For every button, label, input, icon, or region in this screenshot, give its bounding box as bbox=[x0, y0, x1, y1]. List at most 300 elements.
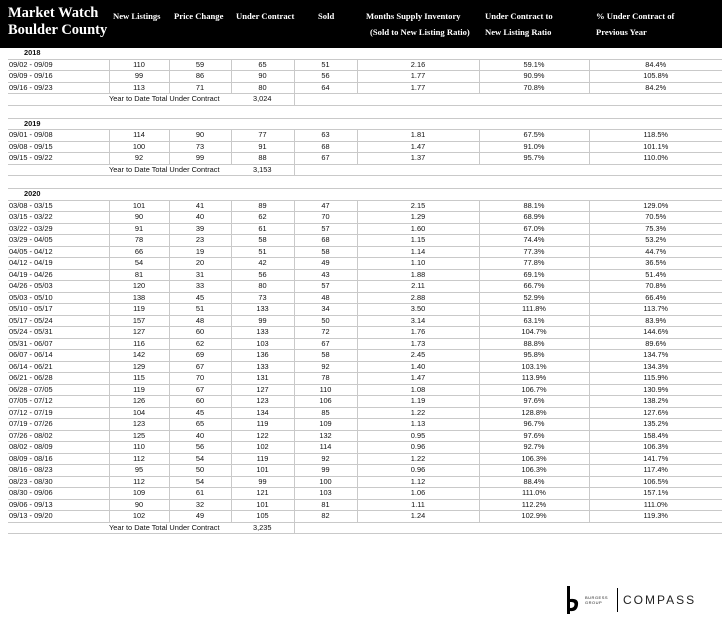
months-supply-cell: 1.77 bbox=[357, 82, 479, 94]
new-listings-cell: 110 bbox=[109, 442, 169, 454]
uc-ratio-cell: 90.9% bbox=[479, 71, 589, 83]
pct-prev-year-cell: 134.7% bbox=[589, 350, 722, 362]
new-listings-cell: 112 bbox=[109, 453, 169, 465]
months-supply-cell: 1.10 bbox=[357, 258, 479, 270]
week-cell: 09/13 - 09/20 bbox=[8, 511, 109, 523]
week-cell: 08/09 - 08/16 bbox=[8, 453, 109, 465]
under-contract-cell: 101 bbox=[231, 465, 294, 477]
week-cell: 05/03 - 05/10 bbox=[8, 292, 109, 304]
col-sold: Sold bbox=[318, 11, 335, 21]
under-contract-cell: 80 bbox=[231, 281, 294, 293]
sold-cell: 92 bbox=[294, 453, 357, 465]
uc-ratio-cell: 66.7% bbox=[479, 281, 589, 293]
pct-prev-year-cell: 105.8% bbox=[589, 71, 722, 83]
under-contract-cell: 91 bbox=[231, 141, 294, 153]
price-change-cell: 45 bbox=[169, 407, 231, 419]
week-cell: 09/16 - 09/23 bbox=[8, 82, 109, 94]
table-body bbox=[8, 48, 722, 534]
under-contract-cell: 88 bbox=[231, 153, 294, 165]
sold-cell: 68 bbox=[294, 141, 357, 153]
pct-prev-year-cell: 119.3% bbox=[589, 511, 722, 523]
under-contract-cell: 42 bbox=[231, 258, 294, 270]
under-contract-cell: 99 bbox=[231, 315, 294, 327]
new-listings-cell: 81 bbox=[109, 269, 169, 281]
spacer-cell bbox=[479, 176, 589, 189]
price-change-cell: 50 bbox=[169, 465, 231, 477]
table-row bbox=[8, 141, 722, 153]
total-value: 3,235 bbox=[231, 522, 294, 534]
week-cell: 09/02 - 09/09 bbox=[8, 59, 109, 71]
under-contract-cell: 62 bbox=[231, 212, 294, 224]
title-line-1: Market Watch bbox=[8, 5, 99, 21]
under-contract-cell: 119 bbox=[231, 419, 294, 431]
months-supply-cell: 0.95 bbox=[357, 430, 479, 442]
under-contract-cell: 105 bbox=[231, 511, 294, 523]
uc-ratio-cell: 97.6% bbox=[479, 396, 589, 408]
week-cell: 09/09 - 09/16 bbox=[8, 71, 109, 83]
months-supply-cell: 3.14 bbox=[357, 315, 479, 327]
table-row bbox=[8, 511, 722, 523]
table-row bbox=[8, 292, 722, 304]
price-change-cell: 49 bbox=[169, 511, 231, 523]
pct-prev-year-cell: 66.4% bbox=[589, 292, 722, 304]
burgess-group-text bbox=[585, 595, 608, 605]
week-cell: 08/02 - 08/09 bbox=[8, 442, 109, 454]
price-change-cell: 59 bbox=[169, 59, 231, 71]
under-contract-cell: 58 bbox=[231, 235, 294, 247]
sold-cell: 57 bbox=[294, 223, 357, 235]
col-pct-prev-year: % Under Contract of bbox=[596, 11, 675, 21]
new-listings-cell: 110 bbox=[109, 59, 169, 71]
sold-cell: 70 bbox=[294, 212, 357, 224]
table-row bbox=[8, 304, 722, 316]
empty-cell bbox=[231, 189, 294, 201]
week-cell: 07/12 - 07/19 bbox=[8, 407, 109, 419]
new-listings-cell: 91 bbox=[109, 223, 169, 235]
new-listings-cell: 101 bbox=[109, 200, 169, 212]
sold-cell: 85 bbox=[294, 407, 357, 419]
new-listings-cell: 138 bbox=[109, 292, 169, 304]
uc-ratio-cell: 88.4% bbox=[479, 476, 589, 488]
sold-cell: 57 bbox=[294, 281, 357, 293]
burgess-b-icon bbox=[564, 585, 580, 615]
sold-cell: 49 bbox=[294, 258, 357, 270]
table-row bbox=[8, 315, 722, 327]
total-label: Year to Date Total Under Contract bbox=[109, 94, 231, 106]
compass-logo-text: COMPASS bbox=[623, 593, 697, 607]
price-change-cell: 19 bbox=[169, 246, 231, 258]
pct-prev-year-cell: 53.2% bbox=[589, 235, 722, 247]
under-contract-cell: 80 bbox=[231, 82, 294, 94]
pct-prev-year-cell: 110.0% bbox=[589, 153, 722, 165]
price-change-cell: 90 bbox=[169, 130, 231, 142]
under-contract-cell: 51 bbox=[231, 246, 294, 258]
uc-ratio-cell: 77.8% bbox=[479, 258, 589, 270]
price-change-cell: 67 bbox=[169, 361, 231, 373]
months-supply-cell: 1.81 bbox=[357, 130, 479, 142]
uc-ratio-cell: 102.9% bbox=[479, 511, 589, 523]
months-supply-cell: 1.37 bbox=[357, 153, 479, 165]
months-supply-cell: 1.22 bbox=[357, 453, 479, 465]
under-contract-cell: 133 bbox=[231, 327, 294, 339]
spacer-cell bbox=[589, 105, 722, 118]
sold-cell: 82 bbox=[294, 511, 357, 523]
pct-prev-year-cell: 158.4% bbox=[589, 430, 722, 442]
col-months-supply: Months Supply Inventory bbox=[366, 11, 461, 21]
table-row bbox=[8, 350, 722, 362]
sold-cell: 106 bbox=[294, 396, 357, 408]
pct-prev-year-cell: 83.9% bbox=[589, 315, 722, 327]
under-contract-cell: 65 bbox=[231, 59, 294, 71]
empty-cell bbox=[479, 189, 589, 201]
empty-cell bbox=[357, 522, 479, 534]
pct-prev-year-cell: 75.3% bbox=[589, 223, 722, 235]
under-contract-cell: 99 bbox=[231, 476, 294, 488]
table-row bbox=[8, 361, 722, 373]
empty-cell bbox=[589, 118, 722, 130]
price-change-cell: 60 bbox=[169, 396, 231, 408]
table-row bbox=[8, 453, 722, 465]
price-change-cell: 51 bbox=[169, 304, 231, 316]
price-change-cell: 41 bbox=[169, 200, 231, 212]
pct-prev-year-cell: 135.2% bbox=[589, 419, 722, 431]
price-change-cell: 32 bbox=[169, 499, 231, 511]
week-cell: 09/15 - 09/22 bbox=[8, 153, 109, 165]
new-listings-cell: 54 bbox=[109, 258, 169, 270]
total-row bbox=[8, 94, 722, 106]
uc-ratio-cell: 88.1% bbox=[479, 200, 589, 212]
pct-prev-year-cell: 113.7% bbox=[589, 304, 722, 316]
under-contract-cell: 131 bbox=[231, 373, 294, 385]
empty-cell bbox=[479, 48, 589, 59]
new-listings-cell: 90 bbox=[109, 499, 169, 511]
under-contract-cell: 73 bbox=[231, 292, 294, 304]
months-supply-cell: 3.50 bbox=[357, 304, 479, 316]
total-row bbox=[8, 164, 722, 176]
uc-ratio-cell: 95.7% bbox=[479, 153, 589, 165]
empty-cell bbox=[357, 94, 479, 106]
months-supply-cell: 1.76 bbox=[357, 327, 479, 339]
week-cell: 04/05 - 04/12 bbox=[8, 246, 109, 258]
months-supply-cell: 1.11 bbox=[357, 499, 479, 511]
empty-cell bbox=[589, 48, 722, 59]
week-cell: 04/12 - 04/19 bbox=[8, 258, 109, 270]
sold-cell: 63 bbox=[294, 130, 357, 142]
months-supply-cell: 2.11 bbox=[357, 281, 479, 293]
sold-cell: 68 bbox=[294, 235, 357, 247]
table-row bbox=[8, 212, 722, 224]
price-change-cell: 99 bbox=[169, 153, 231, 165]
spacer-cell bbox=[109, 176, 169, 189]
table-row bbox=[8, 258, 722, 270]
price-change-cell: 54 bbox=[169, 453, 231, 465]
new-listings-cell: 90 bbox=[109, 212, 169, 224]
table-row bbox=[8, 223, 722, 235]
uc-ratio-cell: 111.8% bbox=[479, 304, 589, 316]
week-cell: 06/07 - 06/14 bbox=[8, 350, 109, 362]
week-cell: 09/06 - 09/13 bbox=[8, 499, 109, 511]
months-supply-cell: 0.96 bbox=[357, 465, 479, 477]
uc-ratio-cell: 59.1% bbox=[479, 59, 589, 71]
empty-cell bbox=[8, 522, 109, 534]
spacer-cell bbox=[357, 176, 479, 189]
months-supply-cell: 1.08 bbox=[357, 384, 479, 396]
price-change-cell: 48 bbox=[169, 315, 231, 327]
spacer-cell bbox=[8, 105, 109, 118]
spacer-row bbox=[8, 105, 722, 118]
sold-cell: 78 bbox=[294, 373, 357, 385]
price-change-cell: 86 bbox=[169, 71, 231, 83]
sold-cell: 58 bbox=[294, 350, 357, 362]
new-listings-cell: 119 bbox=[109, 304, 169, 316]
table-row bbox=[8, 269, 722, 281]
empty-cell bbox=[109, 189, 169, 201]
months-supply-cell: 1.73 bbox=[357, 338, 479, 350]
table-row bbox=[8, 130, 722, 142]
sold-cell: 67 bbox=[294, 153, 357, 165]
under-contract-cell: 56 bbox=[231, 269, 294, 281]
uc-ratio-cell: 104.7% bbox=[479, 327, 589, 339]
year-row bbox=[8, 189, 722, 201]
uc-ratio-cell: 68.9% bbox=[479, 212, 589, 224]
new-listings-cell: 129 bbox=[109, 361, 169, 373]
price-change-cell: 39 bbox=[169, 223, 231, 235]
sold-cell: 103 bbox=[294, 488, 357, 500]
pct-prev-year-cell: 117.4% bbox=[589, 465, 722, 477]
sold-cell: 56 bbox=[294, 71, 357, 83]
empty-cell bbox=[294, 48, 357, 59]
uc-ratio-cell: 69.1% bbox=[479, 269, 589, 281]
new-listings-cell: 109 bbox=[109, 488, 169, 500]
uc-ratio-cell: 128.8% bbox=[479, 407, 589, 419]
col-uc-ratio: Under Contract to bbox=[485, 11, 553, 21]
pct-prev-year-cell: 70.8% bbox=[589, 281, 722, 293]
new-listings-cell: 116 bbox=[109, 338, 169, 350]
price-change-cell: 67 bbox=[169, 384, 231, 396]
price-change-cell: 40 bbox=[169, 430, 231, 442]
price-change-cell: 73 bbox=[169, 141, 231, 153]
price-change-cell: 31 bbox=[169, 269, 231, 281]
price-change-cell: 70 bbox=[169, 373, 231, 385]
sold-cell: 81 bbox=[294, 499, 357, 511]
week-cell: 09/01 - 09/08 bbox=[8, 130, 109, 142]
uc-ratio-cell: 74.4% bbox=[479, 235, 589, 247]
sold-cell: 47 bbox=[294, 200, 357, 212]
empty-cell bbox=[8, 164, 109, 176]
sold-cell: 72 bbox=[294, 327, 357, 339]
spacer-cell bbox=[479, 105, 589, 118]
spacer-cell bbox=[169, 105, 231, 118]
uc-ratio-cell: 106.7% bbox=[479, 384, 589, 396]
table-row bbox=[8, 200, 722, 212]
spacer-cell bbox=[294, 105, 357, 118]
logo-divider bbox=[617, 588, 618, 612]
empty-cell bbox=[294, 164, 357, 176]
price-change-cell: 54 bbox=[169, 476, 231, 488]
week-cell: 09/08 - 09/15 bbox=[8, 141, 109, 153]
pct-prev-year-cell: 106.3% bbox=[589, 442, 722, 454]
months-supply-cell: 1.77 bbox=[357, 71, 479, 83]
pct-prev-year-cell: 134.3% bbox=[589, 361, 722, 373]
price-change-cell: 61 bbox=[169, 488, 231, 500]
months-supply-cell: 1.29 bbox=[357, 212, 479, 224]
pct-prev-year-cell: 130.9% bbox=[589, 384, 722, 396]
week-cell: 03/29 - 04/05 bbox=[8, 235, 109, 247]
pct-prev-year-cell: 111.0% bbox=[589, 499, 722, 511]
table-row bbox=[8, 82, 722, 94]
empty-cell bbox=[169, 118, 231, 130]
empty-cell bbox=[589, 164, 722, 176]
sold-cell: 99 bbox=[294, 465, 357, 477]
week-cell: 08/30 - 09/06 bbox=[8, 488, 109, 500]
uc-ratio-cell: 77.3% bbox=[479, 246, 589, 258]
uc-ratio-cell: 96.7% bbox=[479, 419, 589, 431]
week-cell: 03/15 - 03/22 bbox=[8, 212, 109, 224]
months-supply-cell: 1.14 bbox=[357, 246, 479, 258]
sold-cell: 43 bbox=[294, 269, 357, 281]
table-row bbox=[8, 246, 722, 258]
under-contract-cell: 103 bbox=[231, 338, 294, 350]
week-cell: 08/16 - 08/23 bbox=[8, 465, 109, 477]
spacer-row bbox=[8, 176, 722, 189]
empty-cell bbox=[231, 48, 294, 59]
empty-cell bbox=[231, 118, 294, 130]
new-listings-cell: 115 bbox=[109, 373, 169, 385]
table-row bbox=[8, 71, 722, 83]
uc-ratio-cell: 52.9% bbox=[479, 292, 589, 304]
week-cell: 06/21 - 06/28 bbox=[8, 373, 109, 385]
new-listings-cell: 78 bbox=[109, 235, 169, 247]
empty-cell bbox=[357, 189, 479, 201]
pct-prev-year-cell: 101.1% bbox=[589, 141, 722, 153]
months-supply-cell: 1.40 bbox=[357, 361, 479, 373]
empty-cell bbox=[109, 118, 169, 130]
spacer-cell bbox=[169, 176, 231, 189]
pct-prev-year-cell: 84.2% bbox=[589, 82, 722, 94]
price-change-cell: 56 bbox=[169, 442, 231, 454]
spacer-cell bbox=[109, 105, 169, 118]
new-listings-cell: 113 bbox=[109, 82, 169, 94]
uc-ratio-cell: 106.3% bbox=[479, 465, 589, 477]
table-row bbox=[8, 465, 722, 477]
pct-prev-year-cell: 127.6% bbox=[589, 407, 722, 419]
uc-ratio-cell: 67.5% bbox=[479, 130, 589, 142]
price-change-cell: 33 bbox=[169, 281, 231, 293]
uc-ratio-cell: 91.0% bbox=[479, 141, 589, 153]
spacer-cell bbox=[357, 105, 479, 118]
empty-cell bbox=[357, 48, 479, 59]
new-listings-cell: 126 bbox=[109, 396, 169, 408]
under-contract-cell: 77 bbox=[231, 130, 294, 142]
empty-cell bbox=[589, 94, 722, 106]
months-supply-cell: 0.96 bbox=[357, 442, 479, 454]
report-title bbox=[8, 5, 107, 39]
sold-cell: 58 bbox=[294, 246, 357, 258]
sold-cell: 92 bbox=[294, 361, 357, 373]
under-contract-cell: 102 bbox=[231, 442, 294, 454]
week-cell: 03/08 - 03/15 bbox=[8, 200, 109, 212]
empty-cell bbox=[479, 94, 589, 106]
week-cell: 05/17 - 05/24 bbox=[8, 315, 109, 327]
under-contract-cell: 101 bbox=[231, 499, 294, 511]
total-label: Year to Date Total Under Contract bbox=[109, 164, 231, 176]
uc-ratio-cell: 95.8% bbox=[479, 350, 589, 362]
year-label: 2020 bbox=[8, 189, 109, 201]
uc-ratio-cell: 97.6% bbox=[479, 430, 589, 442]
months-supply-cell: 1.24 bbox=[357, 511, 479, 523]
empty-cell bbox=[589, 522, 722, 534]
pct-prev-year-cell: 138.2% bbox=[589, 396, 722, 408]
sold-cell: 132 bbox=[294, 430, 357, 442]
col-new-listings: New Listings bbox=[113, 11, 161, 21]
new-listings-cell: 120 bbox=[109, 281, 169, 293]
table-row bbox=[8, 442, 722, 454]
empty-cell bbox=[479, 164, 589, 176]
table-row bbox=[8, 384, 722, 396]
uc-ratio-cell: 63.1% bbox=[479, 315, 589, 327]
sold-cell: 100 bbox=[294, 476, 357, 488]
empty-cell bbox=[294, 522, 357, 534]
sold-cell: 50 bbox=[294, 315, 357, 327]
empty-cell bbox=[169, 189, 231, 201]
empty-cell bbox=[479, 522, 589, 534]
week-cell: 08/23 - 08/30 bbox=[8, 476, 109, 488]
week-cell: 04/19 - 04/26 bbox=[8, 269, 109, 281]
group-text: GROUP bbox=[585, 600, 603, 605]
week-cell: 07/19 - 07/26 bbox=[8, 419, 109, 431]
months-supply-cell: 1.47 bbox=[357, 373, 479, 385]
week-cell: 05/31 - 06/07 bbox=[8, 338, 109, 350]
under-contract-cell: 90 bbox=[231, 71, 294, 83]
uc-ratio-cell: 88.8% bbox=[479, 338, 589, 350]
sold-cell: 67 bbox=[294, 338, 357, 350]
sold-cell: 64 bbox=[294, 82, 357, 94]
pct-prev-year-cell: 144.6% bbox=[589, 327, 722, 339]
spacer-cell bbox=[231, 105, 294, 118]
uc-ratio-cell: 106.3% bbox=[479, 453, 589, 465]
months-supply-cell: 1.88 bbox=[357, 269, 479, 281]
empty-cell bbox=[294, 118, 357, 130]
price-change-cell: 40 bbox=[169, 212, 231, 224]
year-row bbox=[8, 48, 722, 59]
months-supply-cell: 1.22 bbox=[357, 407, 479, 419]
months-supply-cell: 1.19 bbox=[357, 396, 479, 408]
under-contract-cell: 121 bbox=[231, 488, 294, 500]
total-value: 3,153 bbox=[231, 164, 294, 176]
months-supply-cell: 2.88 bbox=[357, 292, 479, 304]
new-listings-cell: 95 bbox=[109, 465, 169, 477]
sold-cell: 110 bbox=[294, 384, 357, 396]
uc-ratio-cell: 67.0% bbox=[479, 223, 589, 235]
empty-cell bbox=[169, 48, 231, 59]
table-row bbox=[8, 281, 722, 293]
empty-cell bbox=[109, 48, 169, 59]
under-contract-cell: 127 bbox=[231, 384, 294, 396]
months-supply-cell: 2.15 bbox=[357, 200, 479, 212]
empty-cell bbox=[589, 189, 722, 201]
table-row bbox=[8, 235, 722, 247]
months-supply-cell: 1.60 bbox=[357, 223, 479, 235]
week-cell: 07/05 - 07/12 bbox=[8, 396, 109, 408]
total-value: 3,024 bbox=[231, 94, 294, 106]
table-row bbox=[8, 327, 722, 339]
new-listings-cell: 123 bbox=[109, 419, 169, 431]
uc-ratio-cell: 111.0% bbox=[479, 488, 589, 500]
months-supply-cell: 1.13 bbox=[357, 419, 479, 431]
price-change-cell: 69 bbox=[169, 350, 231, 362]
pct-prev-year-cell: 115.9% bbox=[589, 373, 722, 385]
pct-prev-year-cell: 89.6% bbox=[589, 338, 722, 350]
